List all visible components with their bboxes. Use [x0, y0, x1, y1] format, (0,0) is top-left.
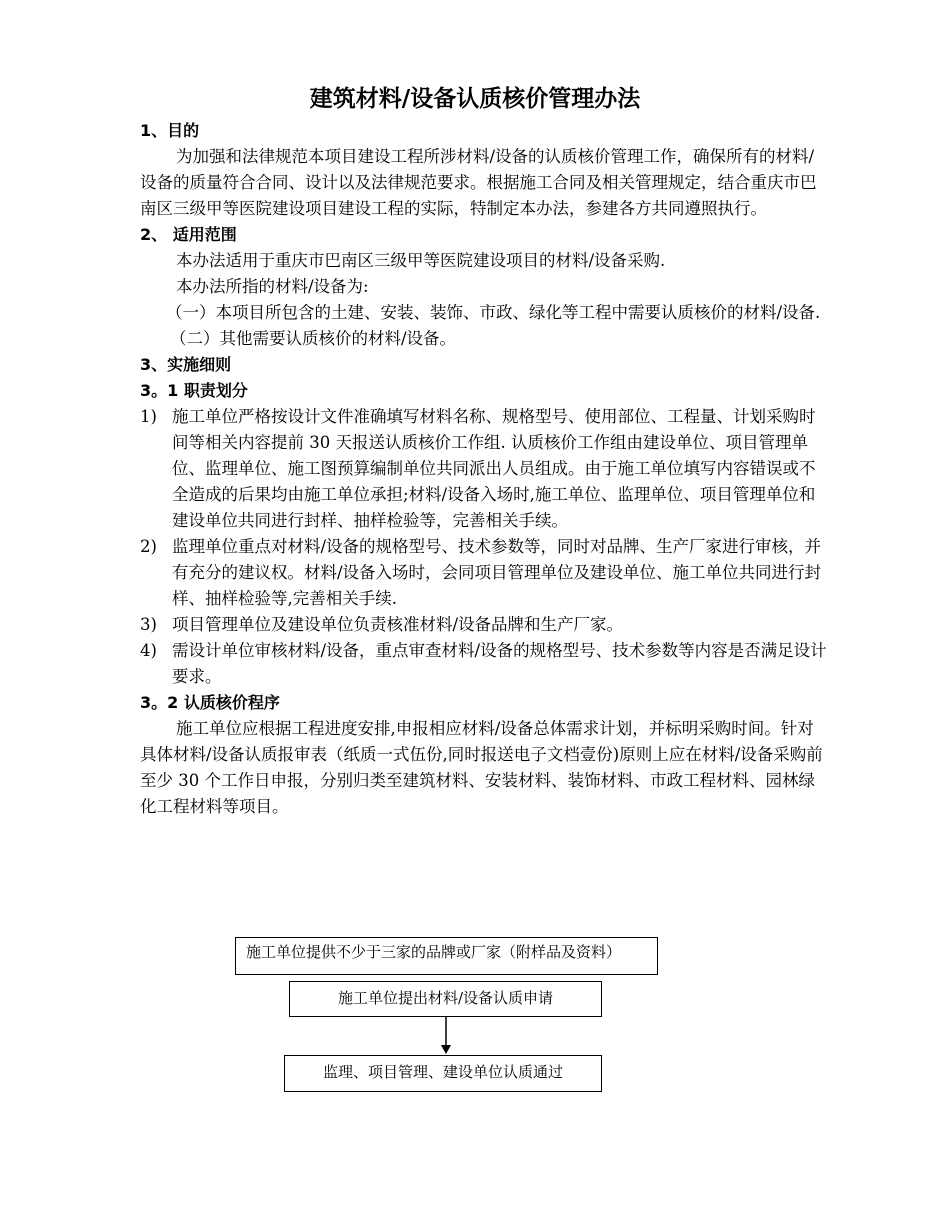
- section-2-paragraph-4: （二）其他需要认质核价的材料/设备。: [170, 329, 457, 348]
- list-item: [140, 404, 830, 534]
- flowchart-box-supply-brands: 施工单位提供不少于三家的品牌或厂家（附样品及资料）: [235, 937, 658, 975]
- section-2-paragraph-1: 本办法适用于重庆市巴南区三级甲等医院建设项目的材料/设备采购.: [176, 251, 666, 270]
- document-body: [140, 118, 830, 820]
- list-item-text: 施工单位严格按设计文件准确填写材料名称、规格型号、使用部位、工程量、计划采购时间等相关内容提前 30 天报送认质核价工作组. 认质核价工作组由建设单位、项目管理单位、监理单位、施工图预算编制单位共同派出人员组成。由于施工单位填写内容错误或不全造成的后果均由施工单位承担;材料/设备入场时,施工单位、监理单位、项目管理单位和建设单位共同进行封样、抽样检验等，完善相关手续。: [172, 407, 816, 530]
- flowchart-box-approval: 监理、项目管理、建设单位认质通过: [284, 1055, 602, 1092]
- list-item-number: 2): [140, 537, 157, 556]
- list-item-text: 监理单位重点对材料/设备的规格型号、技术参数等，同时对品牌、生产厂家进行审核，并有充分的建议权。材料/设备入场时，会同项目管理单位及建设单位、施工单位共同进行封样、抽样检验等,完善相关手续.: [172, 537, 822, 608]
- flowchart-box-submit-application: 施工单位提出材料/设备认质申请: [289, 981, 602, 1017]
- list-item-number: 3): [140, 615, 157, 634]
- list-item-number: 4): [140, 641, 157, 660]
- list-item: [140, 534, 830, 612]
- list-item-number: 1): [140, 407, 157, 426]
- section-1-heading: 1、目的: [140, 121, 200, 140]
- section-2-paragraph-3: （一）本项目所包含的土建、安装、装饰、市政、绿化等工程中需要认质核价的材料/设备.: [166, 303, 821, 322]
- page-title: 建筑材料/设备认质核价管理办法: [309, 86, 641, 112]
- section-3-2-heading: 3。2 认质核价程序: [140, 693, 280, 712]
- list-item-text: 需设计单位审核材料/设备，重点审查材料/设备的规格型号、技术参数等内容是否满足设计要求。: [172, 641, 827, 686]
- list-item: [140, 612, 830, 638]
- list-item: [140, 638, 830, 690]
- section-1-paragraph: 为加强和法律规范本项目建设工程所涉材料/设备的认质核价管理工作，确保所有的材料/设备的质量符合合同、设计以及法律规范要求。根据施工合同及相关管理规定，结合重庆市巴南区三级甲等医院建设项目建设工程的实际，特制定本办法，参建各方共同遵照执行。: [140, 147, 817, 218]
- section-2-heading: 2、 适用范围: [140, 225, 237, 244]
- flowchart-arrow-head: [441, 1045, 451, 1054]
- section-3-heading: 3、实施细则: [140, 355, 232, 374]
- section-2-paragraph-2: 本办法所指的材料/设备为:: [176, 277, 369, 296]
- section-3-1-heading: 3。1 职责划分: [140, 381, 248, 400]
- duty-list: [140, 404, 830, 690]
- section-3-2-paragraph: 施工单位应根据工程进度安排,申报相应材料/设备总体需求计划，并标明采购时间。针对具体材料/设备认质报审表（纸质一式伍份,同时报送电子文档壹份)原则上应在材料/设备采购前至少 30 个工作日申报，分别归类至建筑材料、安装材料、装饰材料、市政工程材料、园林绿化工程材料等项目。: [140, 719, 823, 816]
- list-item-text: 项目管理单位及建设单位负责核准材料/设备品牌和生产厂家。: [172, 615, 624, 634]
